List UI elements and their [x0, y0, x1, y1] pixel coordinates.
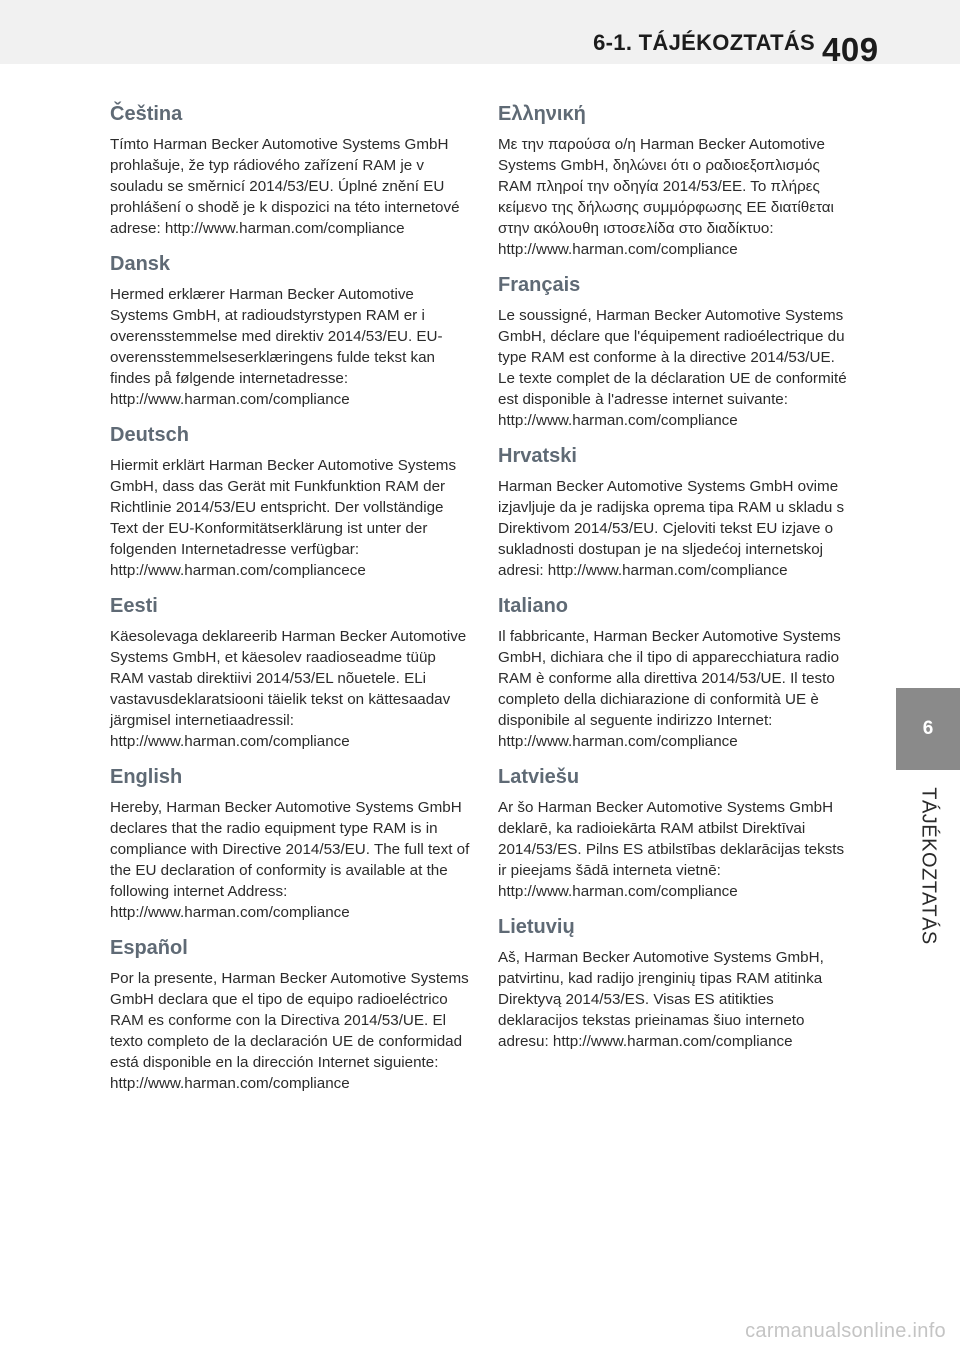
declaration-text: Hereby, Harman Becker Automotive Systems GmbH declares that the radio equipment type RAM is in compliance with Directive 2014/53/EU. The full text of the EU declaration of conformity is available at the following internet Address: http://www.harman.com/compliance: [110, 799, 470, 921]
language-block-da: [110, 250, 470, 410]
language-block-lv: [498, 763, 854, 902]
declaration-text: Tímto Harman Becker Automotive Systems GmbH prohlašuje, že typ rádiového zařízení RAM je v souladu se směrnicí 2014/53/EU. Úplné znění EU prohlášení o shodě je k dispozici na této internetové adrese: http://www.harman.com/compliance: [110, 136, 460, 237]
chapter-number: 6: [922, 718, 934, 739]
language-heading: Latviešu: [498, 766, 580, 788]
language-heading: Eesti: [110, 595, 158, 617]
declaration-text: Käesolevaga deklareerib Harman Becker Automotive Systems GmbH, et käesolev raadioseadme tüüp RAM vastab direktiivi 2014/53/EL nõuetele. ELi vastavusdeklaratsiooni täielik tekst on kättesaadav järgmisel internetiaadressil: http://www.harman.com/compliance: [110, 628, 467, 750]
section-title: 6-1. TÁJÉKOZTATÁS: [593, 30, 815, 55]
chapter-side-label: TÁJÉKOZTATÁS: [917, 787, 940, 945]
left-column: [110, 100, 470, 1105]
declaration-text: Le soussigné, Harman Becker Automotive Systems GmbH, déclare que l'équipement radioélectrique du type RAM est conforme à la directive 2014/53/UE. Le texte complet de la déclaration UE de conformité est disponible à l'adresse internet suivante: http://www.harman.com/compliance: [498, 307, 847, 429]
language-block-hr: [498, 442, 854, 581]
declaration-text: Il fabbricante, Harman Becker Automotive Systems GmbH, dichiara che il tipo di apparecchiatura radio RAM è conforme alla direttiva 2014/53/UE. Il testo completo della dichiarazione di conformità UE è disponibile al seguente indirizzo Internet: http://www.harman.com/compliance: [498, 628, 841, 750]
language-heading: Español: [110, 937, 188, 959]
language-block-lt: [498, 913, 854, 1052]
language-heading: Hrvatski: [498, 445, 577, 467]
language-heading: Dansk: [110, 253, 171, 275]
chapter-tab[interactable]: [896, 688, 960, 770]
language-block-en: [110, 763, 470, 923]
header-bar: [0, 0, 960, 64]
declaration-text: Ar šo Harman Becker Automotive Systems GmbH deklarē, ka radioiekārta RAM atbilst Direktīvai 2014/53/ES. Pilns ES atbilstības deklarācijas teksts ir pieejams šādā interneta vietnē: http://www.harman.com/compliance: [498, 799, 845, 900]
language-block-cs: [110, 100, 470, 239]
language-block-fr: [498, 271, 854, 431]
right-column: [498, 100, 854, 1063]
language-heading: Ελληνική: [498, 103, 586, 125]
declaration-text: Por la presente, Harman Becker Automotive Systems GmbH declara que el tipo de equipo radioeléctrico RAM es conforme con la Directiva 2014/53/UE. El texto completo de la declaración UE de conformidad está disponible en la dirección Internet siguiente: http://www.harman.com/compliance: [110, 970, 469, 1092]
declaration-text: Με την παρούσα ο/η Harman Becker Automotive Systems GmbH, δηλώνει ότι ο ραδιοεξοπλισμός RAM πληροί την οδηγία 2014/53/ΕΕ. Το πλήρες κείμενο της δήλωσης συμμόρφωσης ΕΕ διατίθεται στην ακόλουθη ιστοσελίδα στο διαδίκτυο: http://www.harman.com/compliance: [498, 136, 834, 258]
declaration-text: Harman Becker Automotive Systems GmbH ovime izjavljuje da je radijska oprema tipa RAM u skladu s Direktivom 2014/53/EU. Cjeloviti tekst EU izjave o sukladnosti dostupan je na sljedećoj internetskoj adresi: http://www.harman.com/compliance: [498, 478, 845, 579]
language-heading: Deutsch: [110, 424, 189, 446]
language-heading: Français: [498, 274, 581, 296]
language-heading: English: [110, 766, 183, 788]
language-heading: Lietuvių: [498, 916, 575, 938]
declaration-text: Aš, Harman Becker Automotive Systems GmbH, patvirtinu, kad radijo įrenginių tipas RAM atitinka Direktyvą 2014/53/ES. Visas ES atitikties deklaracijos tekstas prieinamas šiuo interneto adresu: http://www.harman.com/compliance: [498, 949, 824, 1050]
page-number: 409: [822, 31, 879, 68]
watermark: carmanualsonline.info: [745, 1320, 946, 1342]
language-block-es: [110, 934, 470, 1094]
language-block-it: [498, 592, 854, 752]
declaration-text: Hermed erklærer Harman Becker Automotive Systems GmbH, at radioudstyrstypen RAM er i overensstemmelse med direktiv 2014/53/EU. EU-overensstemmelseserklæringens fulde tekst kan findes på følgende internetadresse: http://www.harman.com/compliance: [110, 286, 443, 408]
language-heading: Čeština: [110, 103, 183, 125]
declaration-text: Hiermit erklärt Harman Becker Automotive Systems GmbH, dass das Gerät mit Funkfunktion RAM der Richtlinie 2014/53/EU entspricht. Der vollständige Text der EU-Konformitätserklärung ist unter der folgenden Internetadresse verfügbar: http://www.harman.com/compliancece: [110, 457, 457, 579]
language-block-el: [498, 100, 854, 260]
language-heading: Italiano: [498, 595, 569, 617]
language-block-de: [110, 421, 470, 581]
language-block-et: [110, 592, 470, 752]
